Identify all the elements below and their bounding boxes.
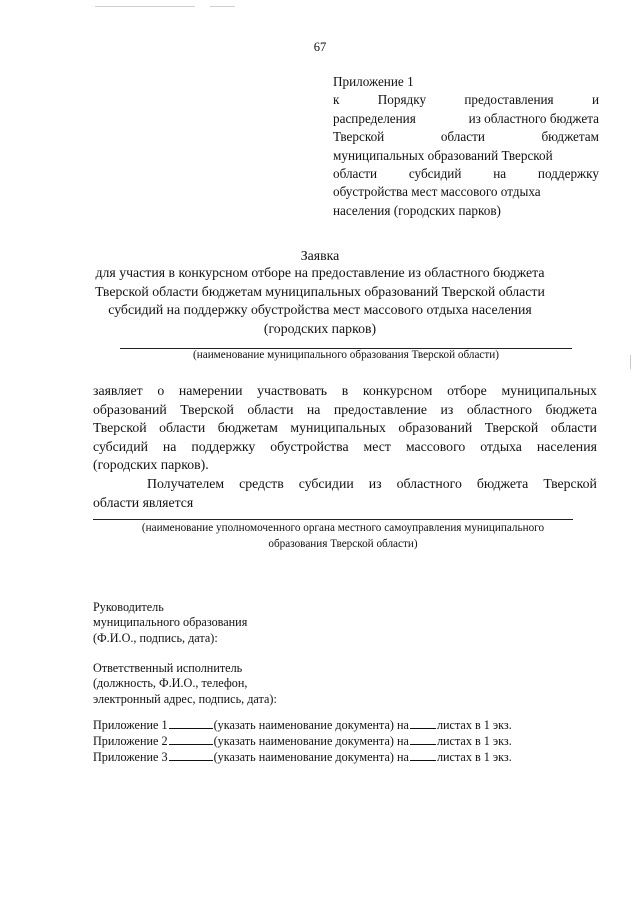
attachment-row	[93, 733, 512, 749]
appendix-line-7: населения (городских парков)	[333, 202, 501, 218]
appendix-line-5	[333, 165, 599, 183]
appendix-word: бюджетам	[541, 129, 599, 145]
appendix-word: распределения	[333, 110, 416, 126]
body-word: конкурсном	[362, 383, 433, 398]
sheets-blank	[410, 717, 436, 729]
subtitle-line: Тверской области бюджетам муниципальных образований Тверской области	[95, 283, 545, 299]
scan-artifact	[95, 6, 195, 7]
appendix-word: области	[333, 166, 378, 182]
appendix-line-1	[333, 91, 599, 109]
subtitle-line: (городских парков)	[263, 320, 377, 336]
body-last-line: (городских парков).	[93, 457, 209, 473]
appendix-word: Тверской	[333, 129, 385, 145]
attachment-middle: (указать наименование документа) на	[213, 750, 409, 765]
authority-caption	[93, 520, 593, 552]
body-word: субсидий	[93, 438, 148, 454]
appendix-word: муниципальных образований Тверской	[333, 147, 553, 163]
attachment-end: листах в 1 экз.	[436, 734, 512, 749]
sheets-blank	[410, 749, 436, 761]
body-word: предоставление	[333, 401, 428, 417]
appendix-word: обустройства мест массового отдыха	[333, 184, 541, 200]
executor-line: электронный адрес, подпись, дата):	[93, 691, 277, 706]
attachment-blank	[169, 717, 213, 729]
attachment-end: листах в 1 экз.	[436, 750, 512, 765]
caption-line: образования Тверской области)	[268, 538, 418, 550]
body-line	[93, 401, 597, 420]
appendix-word: поддержку	[537, 166, 599, 182]
body-word: муниципальных	[290, 420, 386, 436]
appendix-word: на	[493, 166, 507, 182]
body-word: на	[306, 401, 321, 417]
body-word: образований	[398, 420, 473, 436]
body-word: Тверской	[484, 420, 539, 436]
body-word: населения	[536, 438, 597, 454]
application-body	[93, 382, 597, 512]
body-word: Тверской	[93, 420, 147, 436]
appendix-line-6	[333, 183, 599, 201]
attachment-row	[93, 717, 512, 733]
body-word: области	[247, 401, 294, 417]
body-word: субсидии	[298, 475, 354, 491]
appendix-word: из областного бюджета	[468, 110, 599, 126]
subtitle-line: для участия в конкурсном отборе на предоставление из областного бюджета	[95, 265, 545, 280]
appendix-word: предоставления	[464, 92, 554, 108]
municipality-caption: (наименование муниципального образования Тверской области)	[193, 349, 499, 361]
body-word: из	[368, 475, 382, 491]
appendix-word: и	[591, 92, 599, 108]
recipient-last-line: области является	[93, 494, 194, 510]
body-word: на	[162, 438, 177, 454]
body-word: областного	[396, 475, 462, 491]
appendix-word: Порядку	[377, 92, 427, 108]
body-word: о	[157, 383, 165, 398]
body-word: отборе	[447, 383, 487, 398]
sheets-blank	[410, 733, 436, 745]
appendix-line-2	[333, 110, 599, 128]
body-word: отдыха	[480, 438, 522, 454]
body-word: мест	[363, 438, 391, 454]
body-word: Получателем	[147, 475, 225, 491]
head-line: (Ф.И.О., подпись, дата):	[93, 630, 218, 645]
body-word: бюджета	[476, 475, 529, 491]
body-word: муниципальных	[501, 383, 597, 398]
head-line: Руководитель	[93, 600, 164, 614]
attachment-end: листах в 1 экз.	[436, 718, 512, 732]
appendix-word: к	[333, 92, 340, 108]
head-line: муниципального образования	[93, 615, 248, 630]
caption-line: (наименование уполномоченного органа местного самоуправления муниципального	[141, 522, 545, 534]
scan-artifact	[210, 6, 235, 7]
scan-artifact	[630, 355, 631, 369]
body-word: образований	[93, 401, 167, 417]
recipient-line	[93, 475, 597, 494]
attachment-middle: (указать наименование документа) на	[213, 718, 409, 732]
body-word: обустройства	[270, 438, 349, 454]
body-word: заявляет	[93, 383, 143, 398]
appendix-title: Приложение 1	[333, 74, 414, 89]
attachment-label: Приложение 3	[93, 750, 168, 765]
attachment-label: Приложение 2	[93, 734, 168, 749]
attachment-middle: (указать наименование документа) на	[213, 734, 409, 749]
appendix-word: субсидий	[408, 166, 462, 182]
attachment-label: Приложение 1	[93, 718, 168, 732]
body-line	[93, 419, 597, 438]
body-word: областного	[466, 401, 533, 417]
attachment-blank	[169, 749, 213, 761]
body-word: намерении	[178, 383, 243, 398]
attachments-list	[93, 717, 512, 766]
appendix-word: области	[440, 129, 485, 145]
body-word: Тверской	[543, 475, 597, 491]
body-word: средств	[239, 475, 284, 491]
subtitle-line: субсидий на поддержку обустройства мест массового отдыха населения	[108, 302, 532, 318]
attachment-row	[93, 749, 512, 765]
body-line	[93, 438, 597, 457]
executor-signature-block	[93, 661, 277, 707]
appendix-header	[333, 73, 599, 220]
form-subtitle	[60, 264, 580, 338]
body-word: области	[159, 420, 206, 436]
body-line	[93, 382, 597, 401]
body-word: бюджета	[545, 401, 597, 417]
page-number: 67	[313, 40, 327, 54]
form-title: Заявка	[300, 248, 340, 263]
body-word: из	[440, 401, 454, 417]
attachment-blank	[169, 733, 213, 745]
executor-line: (должность, Ф.И.О., телефон,	[93, 676, 248, 691]
body-word: массового	[405, 438, 466, 454]
appendix-line-4	[333, 147, 599, 165]
body-word: Тверской	[180, 401, 234, 417]
executor-line: Ответственный исполнитель	[93, 661, 243, 675]
body-word: поддержку	[191, 438, 256, 454]
appendix-line-3	[333, 128, 599, 146]
body-word: участвовать	[257, 383, 328, 398]
body-word: в	[341, 383, 349, 398]
body-word: области	[550, 420, 597, 436]
head-signature-block	[93, 600, 247, 646]
body-word: бюджетам	[217, 420, 278, 436]
